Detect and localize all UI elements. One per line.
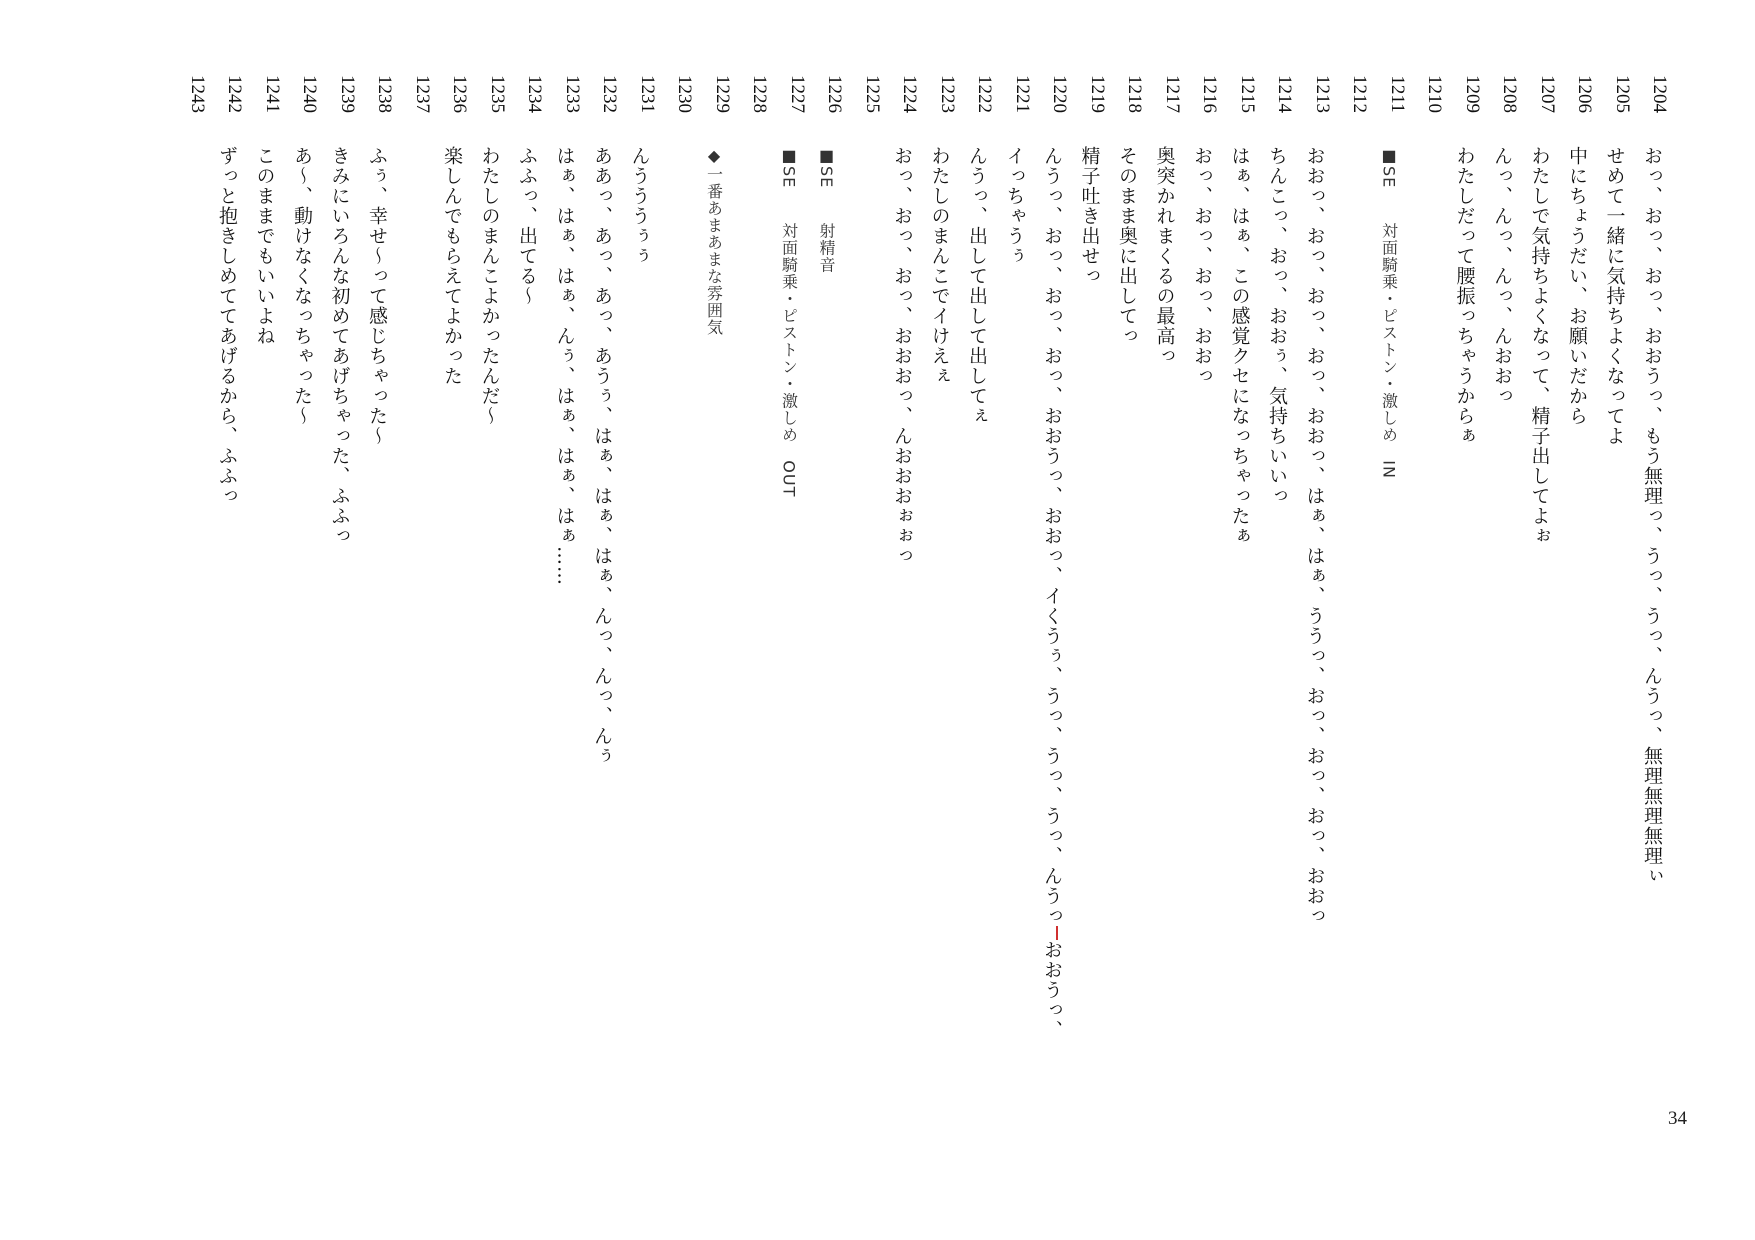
line-number: 1225 bbox=[861, 75, 883, 113]
line-text: わたしのまんこでイけえぇ bbox=[928, 146, 951, 386]
line-number-wrap bbox=[845, 68, 883, 120]
line-number-wrap bbox=[433, 68, 471, 120]
script-line bbox=[583, 68, 621, 1078]
line-number-wrap bbox=[583, 68, 621, 120]
script-line bbox=[1258, 68, 1296, 1078]
script-line bbox=[245, 68, 283, 1078]
line-text: おっ、おっ、おっ、おおおっ、んおおおぉぉっ bbox=[891, 146, 913, 566]
line-number: 1238 bbox=[374, 75, 395, 113]
line-number-wrap bbox=[620, 68, 658, 120]
line-text-part: んうっ、おっ、おっ、おっ、おおうっ、おおっ、イくうぅ、うっ、うっ、うっ、んうっ bbox=[1041, 146, 1063, 926]
line-number: 1220 bbox=[1049, 75, 1070, 113]
line-text: ちんこっ、おっ、おおぅ、気持ちいいっ bbox=[1266, 146, 1288, 506]
script-line bbox=[283, 68, 321, 1078]
script-line bbox=[395, 68, 433, 1078]
line-text: ふふっ、出てる〜 bbox=[516, 146, 538, 306]
line-number: 1207 bbox=[1536, 75, 1558, 113]
script-line bbox=[958, 68, 996, 1078]
script-line bbox=[470, 68, 508, 1078]
script-line bbox=[170, 68, 208, 1078]
line-text: あ〜、動けなくなっちゃった〜 bbox=[291, 146, 313, 426]
line-number: 1239 bbox=[336, 75, 358, 113]
page-number: 34 bbox=[1668, 1108, 1687, 1129]
script-line bbox=[1220, 68, 1258, 1078]
line-number-wrap bbox=[1333, 68, 1371, 120]
line-number-wrap bbox=[283, 68, 321, 120]
line-number-wrap bbox=[695, 68, 733, 120]
stage-direction: ◆一番あまあまな雰囲気 bbox=[704, 146, 724, 336]
line-number: 1224 bbox=[899, 75, 920, 113]
script-line bbox=[770, 68, 808, 1078]
line-number: 1217 bbox=[1161, 75, 1183, 113]
script-body bbox=[170, 68, 1670, 1078]
line-number: 1210 bbox=[1424, 75, 1445, 113]
line-number: 1218 bbox=[1124, 75, 1145, 113]
script-line bbox=[733, 68, 771, 1078]
line-text: おおっ、おっ、おっ、おっ、おおっ、はぁ、はぁ、ううっ、おっ、おっ、おっ、おおっ bbox=[1303, 146, 1326, 926]
line-number-wrap bbox=[545, 68, 583, 120]
line-text-part: おおうっ、 bbox=[1041, 940, 1063, 1040]
line-number: 1219 bbox=[1086, 75, 1108, 113]
line-text bbox=[1033, 146, 1071, 1040]
line-number-wrap bbox=[658, 68, 696, 120]
script-line bbox=[1333, 68, 1371, 1078]
line-number: 1222 bbox=[974, 75, 995, 113]
line-number-wrap bbox=[1145, 68, 1183, 120]
line-text: ずっと抱きしめててあげるから、ふふっ bbox=[216, 146, 238, 506]
line-number-wrap bbox=[170, 68, 208, 120]
line-number: 1231 bbox=[636, 75, 658, 113]
script-line bbox=[1370, 68, 1408, 1078]
line-text: 精子吐き出せっ bbox=[1078, 146, 1101, 286]
line-text: んっ、んっ、んっ、んおおっ bbox=[1491, 146, 1513, 406]
line-text: きみにいろんな初めてあげちゃった、ふふっ bbox=[328, 146, 351, 546]
line-number: 1240 bbox=[299, 75, 320, 113]
script-line bbox=[1070, 68, 1108, 1078]
line-number-wrap bbox=[470, 68, 508, 120]
line-number: 1237 bbox=[411, 75, 433, 113]
script-line bbox=[808, 68, 846, 1078]
script-line bbox=[883, 68, 921, 1078]
line-number-wrap bbox=[1445, 68, 1483, 120]
script-line bbox=[1108, 68, 1146, 1078]
line-number: 1233 bbox=[561, 75, 583, 113]
line-number-wrap bbox=[1183, 68, 1221, 120]
line-number-wrap bbox=[1295, 68, 1333, 120]
script-line bbox=[920, 68, 958, 1078]
line-number: 1209 bbox=[1461, 75, 1483, 113]
line-text: わたしで気持ちよくなって、精子出してよぉ bbox=[1528, 146, 1551, 546]
line-number: 1204 bbox=[1649, 75, 1670, 113]
script-line bbox=[1145, 68, 1183, 1078]
line-number: 1211 bbox=[1386, 75, 1408, 113]
line-number-wrap bbox=[770, 68, 808, 120]
line-text: はぁ、はぁ、はぁ、んぅ、はぁ、はぁ、はぁ…… bbox=[553, 146, 576, 586]
line-number-wrap bbox=[1070, 68, 1108, 120]
line-number-wrap bbox=[1558, 68, 1596, 120]
script-line bbox=[995, 68, 1033, 1078]
line-text: おっ、おっ、おっ、おおうっ、もう無理っ、うっ、うっ、んうっ、無理無理無理ぃ bbox=[1641, 146, 1663, 886]
line-text: イっちゃうぅ bbox=[1003, 146, 1026, 266]
script-line bbox=[695, 68, 733, 1078]
line-number-wrap bbox=[1483, 68, 1521, 120]
line-number: 1221 bbox=[1011, 75, 1033, 113]
script-line bbox=[620, 68, 658, 1078]
line-text: わたしだって腰振っちゃうからぁ bbox=[1453, 146, 1476, 446]
script-line bbox=[1633, 68, 1671, 1078]
line-number-wrap bbox=[958, 68, 996, 120]
line-text: おっ、おっ、おっ、おおっ bbox=[1191, 146, 1213, 386]
line-number-wrap bbox=[733, 68, 771, 120]
line-number-wrap bbox=[1258, 68, 1296, 120]
script-line bbox=[845, 68, 883, 1078]
script-line bbox=[1033, 68, 1071, 1078]
line-text: わたしのまんこよかったんだ〜 bbox=[478, 146, 501, 426]
script-line bbox=[1595, 68, 1633, 1078]
line-number: 1230 bbox=[674, 75, 695, 113]
script-line bbox=[433, 68, 471, 1078]
line-number-wrap bbox=[920, 68, 958, 120]
line-text: はぁ、はぁ、この感覚クセになっちゃったぁ bbox=[1228, 146, 1251, 546]
line-text: そのまま奥に出してっ bbox=[1116, 146, 1138, 346]
line-number-wrap bbox=[883, 68, 921, 120]
script-line bbox=[1445, 68, 1483, 1078]
script-line bbox=[545, 68, 583, 1078]
line-number: 1205 bbox=[1611, 75, 1633, 113]
line-number: 1223 bbox=[936, 75, 958, 113]
line-number: 1215 bbox=[1236, 75, 1258, 113]
line-number: 1236 bbox=[449, 75, 470, 113]
line-number: 1228 bbox=[749, 75, 770, 113]
line-number: 1229 bbox=[711, 75, 733, 113]
script-line bbox=[1408, 68, 1446, 1078]
script-line bbox=[1483, 68, 1521, 1078]
line-number: 1232 bbox=[599, 75, 620, 113]
edit-marker-icon bbox=[1056, 926, 1058, 940]
script-line bbox=[320, 68, 358, 1078]
line-text: んうううぅぅ bbox=[628, 146, 651, 266]
line-number: 1214 bbox=[1274, 75, 1295, 113]
line-text: せめて一緒に気持ちよくなってよ bbox=[1603, 146, 1626, 446]
line-number: 1243 bbox=[186, 75, 208, 113]
line-number-wrap bbox=[1633, 68, 1671, 120]
line-number-wrap bbox=[395, 68, 433, 120]
line-text: 奥突かれまくるの最高っ bbox=[1153, 146, 1176, 366]
line-number: 1235 bbox=[486, 75, 508, 113]
script-line bbox=[208, 68, 246, 1078]
line-number-wrap bbox=[1370, 68, 1408, 120]
line-number: 1213 bbox=[1311, 75, 1333, 113]
line-number: 1206 bbox=[1574, 75, 1595, 113]
line-number: 1227 bbox=[786, 75, 808, 113]
line-number-wrap bbox=[245, 68, 283, 120]
script-line bbox=[1558, 68, 1596, 1078]
line-text: ああっ、あっ、あっ、あうぅ、はぁ、はぁ、はぁ、んっ、んっ、んぅ bbox=[591, 146, 613, 766]
script-line bbox=[1520, 68, 1558, 1078]
line-number-wrap bbox=[1033, 68, 1071, 120]
script-line bbox=[1295, 68, 1333, 1078]
script-line bbox=[358, 68, 396, 1078]
line-number-wrap bbox=[995, 68, 1033, 120]
line-number: 1212 bbox=[1349, 75, 1370, 113]
line-number: 1241 bbox=[261, 75, 283, 113]
line-number: 1208 bbox=[1499, 75, 1520, 113]
line-number-wrap bbox=[208, 68, 246, 120]
line-text: 中にちょうだい、お願いだから bbox=[1566, 146, 1588, 426]
stage-direction: ■SE 対面騎乗・ピストン・激しめ IN bbox=[1379, 146, 1399, 479]
line-number-wrap bbox=[1408, 68, 1446, 120]
script-line bbox=[508, 68, 546, 1078]
line-number-wrap bbox=[320, 68, 358, 120]
line-number-wrap bbox=[1108, 68, 1146, 120]
line-number-wrap bbox=[1595, 68, 1633, 120]
script-line bbox=[658, 68, 696, 1078]
line-number-wrap bbox=[808, 68, 846, 120]
line-number-wrap bbox=[1520, 68, 1558, 120]
line-text: ふぅ、幸せ〜って感じちゃった〜 bbox=[366, 146, 388, 446]
line-number-wrap bbox=[358, 68, 396, 120]
line-number: 1242 bbox=[224, 75, 245, 113]
stage-direction: ■SE 射精音 bbox=[817, 146, 836, 274]
line-number-wrap bbox=[1220, 68, 1258, 120]
line-text: 楽しんでもらえてよかった bbox=[441, 146, 463, 386]
stage-direction: ■SE 対面騎乗・ピストン・激しめ OUT bbox=[779, 146, 799, 498]
script-line bbox=[1183, 68, 1221, 1078]
line-number: 1216 bbox=[1199, 75, 1220, 113]
line-number: 1226 bbox=[824, 75, 845, 113]
line-number: 1234 bbox=[524, 75, 545, 113]
line-text: んうっ、出して出して出してぇ bbox=[966, 146, 988, 426]
line-number-wrap bbox=[508, 68, 546, 120]
line-text: このままでもいいよね bbox=[253, 146, 276, 346]
